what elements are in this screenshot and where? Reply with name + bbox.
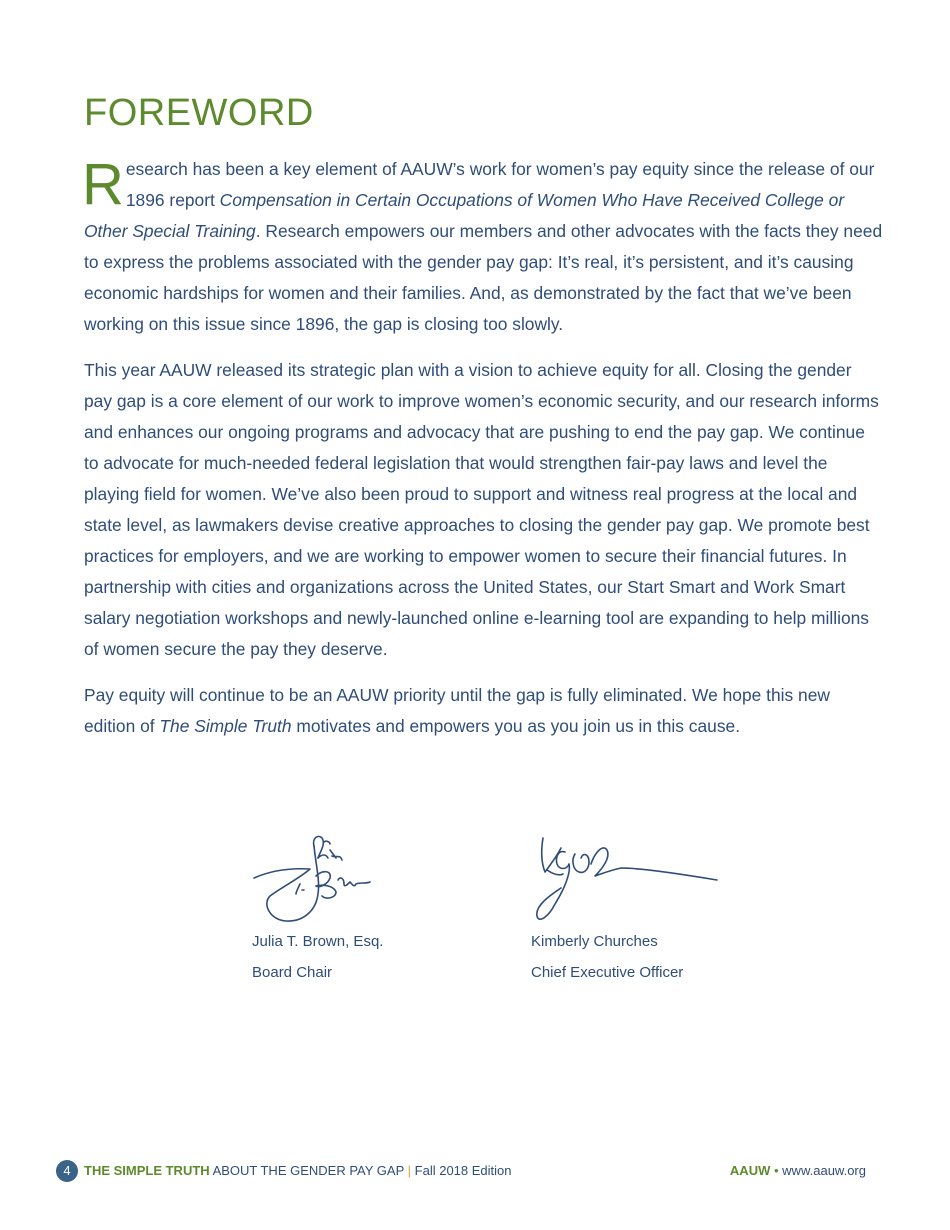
signatory-role: Chief Executive Officer	[531, 964, 684, 981]
footer-separator: |	[407, 1163, 412, 1178]
paragraph-3-end: motivates and empowers you as you join us in this cause.	[291, 716, 741, 736]
footer-bullet: •	[773, 1163, 779, 1178]
page-title: FOREWORD	[84, 92, 314, 134]
publication-footer-title	[84, 1163, 512, 1178]
footer-edition: Fall 2018 Edition	[414, 1163, 512, 1178]
publication-title: The Simple Truth	[159, 716, 292, 736]
paragraph-1-end: . Research empowers our members and other advocates with the facts they need to express the problems associated with the gender pay gap: It’s real, it’s persistent, and it’s causing economic hardships for women and their families. And, as demonstrated by the fact that we’ve been working on this issue since 1896, the gap is closing too slowly.	[84, 221, 883, 334]
signatory-name: Kimberly Churches	[531, 933, 658, 950]
signature-block-board-chair	[252, 832, 492, 988]
footer-org-link	[730, 1163, 866, 1178]
footer-title-rest: ABOUT THE GENDER PAY GAP	[209, 1163, 405, 1178]
signature-image-julia-brown	[252, 832, 382, 926]
signature-image-kimberly-churches	[531, 832, 731, 926]
signatory-name: Julia T. Brown, Esq.	[252, 933, 384, 950]
paragraph-2: This year AAUW released its strategic plan with a vision to achieve equity for all. Closing the gender pay gap is a core element of our work to improve women’s economic security, and our research informs and enhances our ongoing programs and advocacy that are pushing to end the pay gap. We continue to advocate for much-needed federal legislation that would strengthen fair-pay laws and level the playing field for women. We’ve also been proud to support and witness real progress at the local and state level, as lawmakers devise creative approaches to closing the gender pay gap. We promote best practices for employers, and we are working to empower women to secure their financial futures. In partnership with cities and organizations across the United States, our Start Smart and Work Smart salary negotiation workshops and newly-launched online e-learning tool are expanding to help millions of women secure the pay they deserve.	[84, 360, 879, 659]
signatory-role: Board Chair	[252, 964, 333, 981]
footer-title-bold: THE SIMPLE TRUTH	[84, 1163, 210, 1178]
footer-org: AAUW	[729, 1163, 771, 1178]
paragraph-3-start: Pay equity will continue to be an AAUW priority until the gap is fully eliminated. We hope this new edition of	[84, 685, 830, 736]
footer-url[interactable]: www.aauw.org	[782, 1163, 866, 1178]
report-title: Compensation in Certain Occupations of Women Who Have Received College or Other Special Training	[84, 190, 845, 241]
signature-block-ceo	[531, 832, 771, 988]
paragraph-3	[84, 680, 884, 742]
paragraph-1	[84, 154, 884, 340]
page-number-badge: 4	[56, 1160, 78, 1182]
paragraph-1-start: esearch has been a key element of AAUW’s work for women’s pay equity since the release of our 1896 report	[125, 159, 875, 210]
drop-cap: R	[82, 152, 124, 217]
page-footer	[56, 1160, 866, 1184]
foreword-body	[84, 154, 884, 757]
